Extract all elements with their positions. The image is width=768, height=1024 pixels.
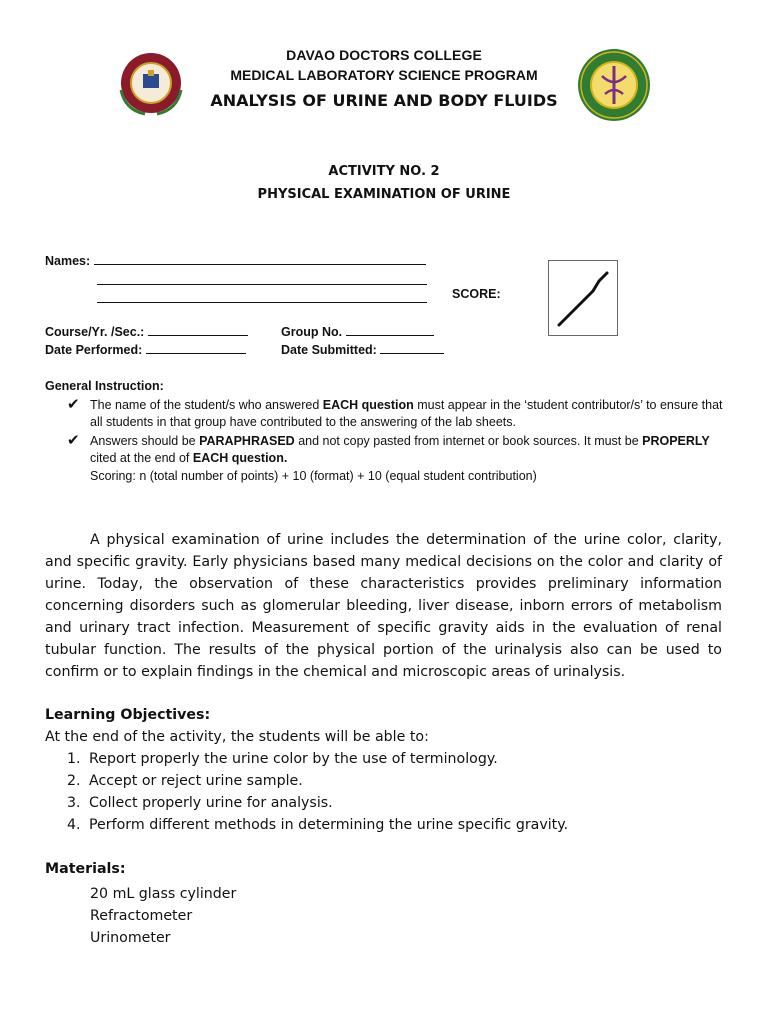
score-slash-mark xyxy=(549,261,617,335)
course-title: ANALYSIS OF URINE AND BODY FLUIDS xyxy=(210,91,558,110)
names-label: Names: xyxy=(45,254,91,268)
list-item: 3. Collect properly urine for analysis. xyxy=(67,795,333,811)
list-item: 20 mL glass cylinder xyxy=(90,886,237,902)
date-performed-label: Date Performed: xyxy=(45,343,143,357)
materials-heading: Materials: xyxy=(45,861,126,877)
activity-title: PHYSICAL EXAMINATION OF URINE xyxy=(257,187,511,202)
instructions-heading: General Instruction: xyxy=(45,379,164,393)
objectives-lead: At the end of the activity, the students will be able to: xyxy=(45,729,429,745)
intro-paragraph: A physical examination of urine includes the determination of the urine color, clarity, and specific gravity. Early physicians based many medical decisions on the color and clarity of urine. Today, the observation of these characteristics provides preliminary information concerning disorders such as glomerular bleeding, liver disease, inborn errors of metabolism and urinary tract infection. Measurement of specific gravity aids in the evaluation of renal tubular function. The results of the physical portion of the urinalysis also can be used to confirm or to explain findings in the chemical and microscopic areas of urinalysis. xyxy=(45,532,722,680)
date-submitted-field xyxy=(281,341,444,357)
college-name: DAVAO DOCTORS COLLEGE xyxy=(286,47,482,63)
score-box xyxy=(548,260,618,336)
names-line-2[interactable] xyxy=(97,272,427,290)
names-field xyxy=(45,252,426,268)
course-line[interactable] xyxy=(148,323,248,336)
date-performed-line[interactable] xyxy=(146,341,246,354)
materials-list xyxy=(90,883,236,949)
score-label: SCORE: xyxy=(452,287,501,301)
objectives-list xyxy=(45,751,568,839)
date-submitted-label: Date Submitted: xyxy=(281,343,377,357)
course-label: Course/Yr. /Sec.: xyxy=(45,325,145,339)
names-line-3[interactable] xyxy=(97,290,427,308)
list-item: 1. Report properly the urine color by the use of terminology. xyxy=(67,751,498,767)
instruction-item-2: Answers should be PARAPHRASED and not copy pasted from internet or book sources. It must be PROPERLY cited at the end of EACH question. xyxy=(90,434,710,465)
date-performed-field xyxy=(45,341,246,357)
course-field xyxy=(45,323,248,339)
scoring-text: Scoring: n (total number of points) + 10 (format) + 10 (equal student contribution) xyxy=(90,469,537,483)
check-mark-icon: ✔ xyxy=(67,396,80,413)
list-item: 2. Accept or reject urine sample. xyxy=(67,773,303,789)
list-item: Refractometer xyxy=(90,908,193,924)
group-line[interactable] xyxy=(346,323,434,336)
list-item: 4. Perform different methods in determining the urine specific gravity. xyxy=(67,817,569,833)
names-line-1[interactable] xyxy=(94,252,426,265)
list-item: Urinometer xyxy=(90,930,171,946)
activity-number: ACTIVITY NO. 2 xyxy=(328,164,440,179)
objectives-heading: Learning Objectives: xyxy=(45,707,211,723)
group-label: Group No. xyxy=(281,325,343,339)
check-mark-icon: ✔ xyxy=(67,432,80,449)
program-name: MEDICAL LABORATORY SCIENCE PROGRAM xyxy=(230,67,538,83)
group-field xyxy=(281,323,434,339)
date-submitted-line[interactable] xyxy=(380,341,444,354)
instruction-item-1: The name of the student/s who answered EACH question must appear in the ‘student contributor/s’ to ensure that all students in that group have contributed to the answering of the lab sheets. xyxy=(90,398,723,429)
